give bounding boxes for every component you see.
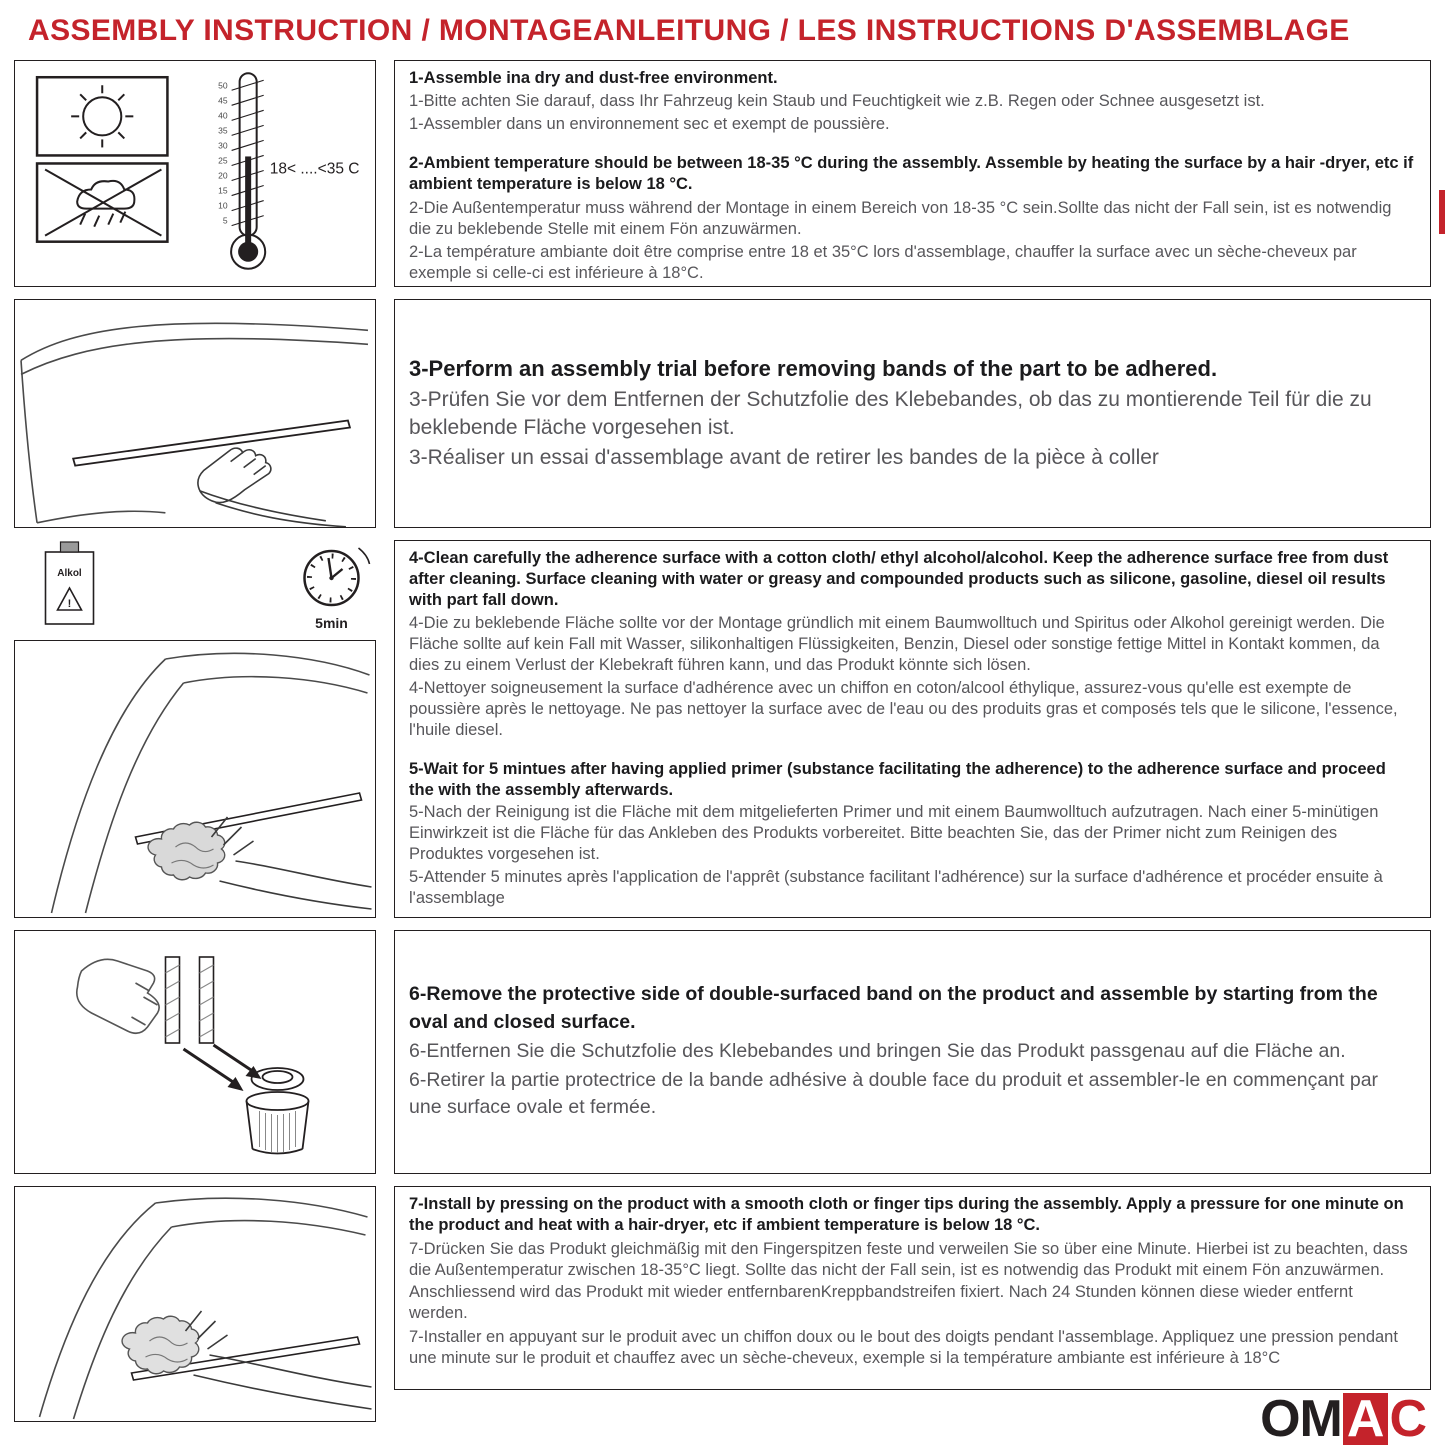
omac-logo (1260, 1390, 1427, 1448)
cleaning-cloth-icon (148, 822, 225, 879)
instruction-paragraph: 5-Attender 5 minutes après l'application de l'apprêt (substance facilitant l'adhérence) sur la surface d'adhérence et procéder ensuite à l'assemblage (409, 868, 1383, 908)
instruction-paragraph: 5-Nach der Reinigung ist die Fläche mit dem mitgelieferten Primer und mit einem Baumwolltuch aufzutragen. Nach einer 5-minütigen Einwirkzeit ist die Fläche für das Ankleben des Produkts vorbereitet. Bitte beachten Sie, das der Primer nicht zum Reinigen des Produktes vorgesehen ist. (409, 803, 1379, 864)
cleaning-icons-svg (14, 540, 376, 632)
instruction-paragraph: 6-Retirer la partie protectrice de la bande adhésive à double face du produit et assembler-le en commençant par une surface ovale et fermée. (409, 1069, 1379, 1119)
hand-icon (198, 448, 346, 527)
tick-label: 50 (218, 80, 228, 91)
adhesive-strips-icon (166, 957, 214, 1043)
sun-icon (37, 77, 167, 155)
tick-label: 45 (218, 95, 228, 106)
tick-label: 10 (218, 200, 228, 211)
thermometer-icon (218, 73, 359, 269)
step-1-2-row (14, 60, 1431, 287)
car-window-sketch (52, 653, 370, 913)
step-4-5-text (394, 540, 1431, 918)
instruction-paragraph: 5-Wait for 5 mintues after having applied primer (substance facilitating the adherence) to the adherence surface and proceed the with the assembly afterwards. (409, 759, 1386, 799)
tape-removal-illustration-svg (15, 931, 375, 1173)
hand-icon (77, 959, 159, 1033)
instruction-paragraph: 4-Nettoyer soigneusement la surface d'adhérence avec un chiffon en coton/alcool éthylique, assurez-vous qu'elle est exempte de poussière après le nettoyage. Ne pas nettoyer la surface avec de l'eau ou des produits gras et composés tels que le silicone, l'essence, l'huile diesel. (409, 678, 1398, 739)
step-7-right-column (394, 1186, 1431, 1448)
tick-label: 15 (218, 185, 228, 196)
page-title: ASSEMBLY INSTRUCTION / MONTAGEANLEITUNG / LES INSTRUCTIONS D'ASSEMBLAGE (28, 14, 1350, 47)
oval-product-icon (252, 1068, 304, 1090)
tick-label: 25 (218, 155, 228, 166)
tick-label: 20 (218, 170, 228, 181)
instruction-paragraph: 7-Drücken Sie das Produkt gleichmäßig mit den Fingerspitzen feste und verweilen Sie so über eine Minute. Hierbei ist zu beachten, dass die Außentemperatur zwischen 18-35°C liegt. Sollte das nicht der Fall sein, ist es notwendig das Produkt mit einem Fön anzuwärmen. Anschliessend wird das Produkt mit wieder entfernbarenKreppbandstreifen fixiert. Nach 24 Stunden können diese wieder entfernt werden. (409, 1239, 1408, 1323)
alcohol-label: Alkol (57, 568, 82, 579)
instruction-paragraph: 1-Assemble ina dry and dust-free environment. (409, 69, 778, 87)
pressing-illustration-svg (15, 1187, 375, 1421)
step-3-text (394, 299, 1431, 528)
assembly-trial-illustration (14, 299, 376, 528)
cleaning-illustration-column (14, 540, 376, 918)
no-rain-icon (37, 163, 167, 241)
step-6-row (14, 930, 1431, 1174)
instruction-paragraph: 4-Clean carefully the adherence surface with a cotton cloth/ ethyl alcohol/alcohol. Keep the adherence surface free from dust after cleaning. Surface cleaning with water or greasy and compounded products such as silicone, gasoline, diesel oil results with part fall down. (409, 549, 1389, 609)
arrow-down-icon (184, 1045, 262, 1091)
pressing-cloth-icon (122, 1316, 199, 1373)
instruction-paragraph: 2-Die Außentemperatur muss während der Montage in einem Bereich von 18-35 °C sein.Sollte das nicht der Fall sein, ist es notwendig die zu beklebende Stelle mit einem Fön anzuwärmen. (409, 198, 1392, 238)
instruction-paragraph: 2-La température ambiante doit être comprise entre 18 et 35°C lors d'assemblage, chauffer la surface avec un sèche-cheveux par exemple si celle-ci est inférieure à 18°C. (409, 242, 1357, 282)
car-window-sketch (40, 1198, 368, 1419)
temperature-range-label: 18< ....<35 C (269, 160, 360, 178)
instruction-paragraph: 7-Installer en appuyant sur le produit avec un chiffon doux ou le bout des doigts pendant l'assemblage. Appliquez une pression pendant une minute sur le produit et chauffez avec un sèche-cheveux, exemple si la température ambiante est inférieure à 18°C (409, 1327, 1398, 1368)
step-6-text (394, 930, 1431, 1174)
instruction-paragraph: 4-Die zu beklebende Fläche sollte vor der Montage gründlich mit einem Baumwolltuch und Spiritus oder Alkohol gereinigt werden. Die Fläche sollte auf kein Fall mit Wasser, silikonhaltigen Flüssigkeiten, Benzin, Diesel oder sonstige fettige Mittel in Kontakt kommen, da dies zu einem Verlust der Klebekraft führen kann, und das Produkt könnte sich lösen. (409, 613, 1385, 674)
car-window-sketch (21, 323, 368, 523)
step-7-row (14, 1186, 1431, 1448)
cleaning-icons (14, 540, 376, 632)
timer-clock-icon (305, 548, 370, 631)
trash-can-icon (247, 1092, 309, 1154)
step-1-2-text (394, 60, 1431, 287)
assembly-trial-illustration-svg (15, 300, 375, 527)
tick-label: 30 (218, 140, 228, 151)
hand-icon (212, 817, 372, 909)
instruction-paragraph: 3-Réaliser un essai d'assemblage avant de retirer les bandes de la pièce à coller (409, 446, 1159, 470)
environment-illustration-svg (15, 61, 375, 286)
environment-illustration (14, 60, 376, 287)
tape-removal-illustration (14, 930, 376, 1174)
step-4-5-row (14, 540, 1431, 918)
instruction-rows (14, 60, 1431, 1448)
warning-exclamation: ! (67, 598, 72, 610)
omac-logo-c: C (1389, 1390, 1427, 1448)
instruction-paragraph: 1-Assembler dans un environnement sec et exempt de poussière. (409, 115, 890, 134)
pressing-illustration (14, 1186, 376, 1422)
omac-logo-a: A (1343, 1393, 1389, 1445)
omac-logo-om: OM (1260, 1390, 1342, 1448)
instruction-paragraph: 3-Prüfen Sie vor dem Entfernen der Schutzfolie des Klebebandes, ob das zu montierende Teil für die zu beklebende Fläche vorgesehen ist. (409, 388, 1372, 440)
trim-strip (73, 421, 350, 466)
instruction-paragraph: 6-Remove the protective side of double-surfaced band on the product and assemble by starting from the oval and closed surface. (409, 983, 1378, 1033)
surface-cleaning-illustration (14, 640, 376, 918)
step-3-row (14, 299, 1431, 528)
surface-cleaning-illustration-svg (15, 641, 375, 917)
instruction-paragraph: 3-Perform an assembly trial before removing bands of the part to be adhered. (409, 355, 1218, 381)
instruction-paragraph: 2-Ambient temperature should be between 18-35 °C during the assembly. Assemble by heating the surface by a hair -dryer, etc if ambient temperature is below 18 °C. (409, 154, 1414, 194)
logo-row (394, 1390, 1431, 1448)
tick-label: 5 (222, 215, 228, 226)
wait-time-label: 5min (315, 615, 348, 631)
tick-label: 35 (218, 125, 228, 136)
instruction-paragraph: 7-Install by pressing on the product with a smooth cloth or finger tips during the assembly. Apply a pressure for one minute on the product and heat with a hair-dryer, etc if ambient temperature is below 18 °C. (409, 1195, 1404, 1235)
instruction-paragraph: 6-Entfernen Sie die Schutzfolie des Klebebandes und bringen Sie das Produkt passgenau auf die Fläche an. (409, 1039, 1346, 1062)
alcohol-bottle-icon (46, 542, 94, 624)
red-edge-mark (1439, 190, 1445, 234)
step-7-text (394, 1186, 1431, 1390)
instruction-paragraph: 1-Bitte achten Sie darauf, dass Ihr Fahrzeug kein Staub und Feuchtigkeit wie z.B. Regen oder Schnee ausgesetzt ist. (409, 92, 1265, 111)
tick-label: 40 (218, 110, 228, 121)
